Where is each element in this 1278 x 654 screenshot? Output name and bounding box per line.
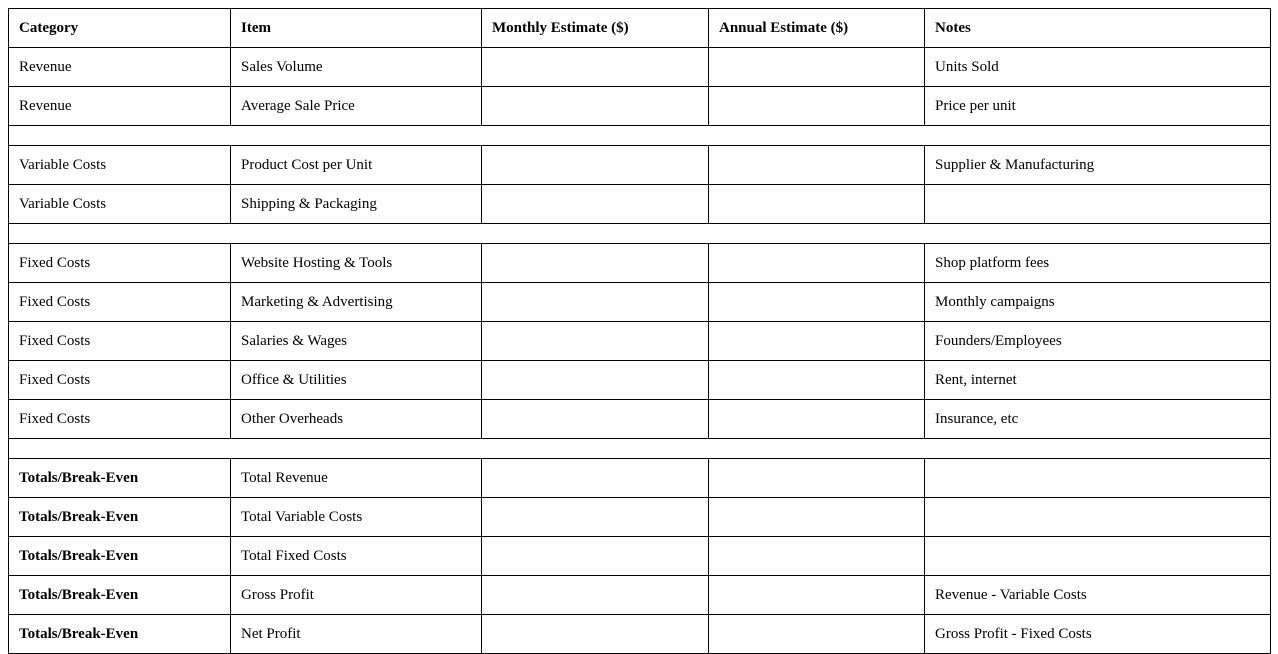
notes-cell	[925, 498, 1271, 537]
annual-estimate-cell[interactable]	[709, 459, 925, 498]
monthly-estimate-cell[interactable]	[482, 146, 709, 185]
annual-estimate-cell[interactable]	[709, 146, 925, 185]
category-cell: Fixed Costs	[9, 400, 231, 439]
annual-estimate-cell[interactable]	[709, 576, 925, 615]
category-cell: Totals/Break-Even	[9, 615, 231, 654]
annual-estimate-cell[interactable]	[709, 185, 925, 224]
table-row	[9, 459, 1271, 498]
table-row	[9, 48, 1271, 87]
table-row	[9, 615, 1271, 654]
annual-estimate-cell[interactable]	[709, 400, 925, 439]
header-notes: Notes	[925, 9, 1271, 48]
table-header	[9, 9, 1271, 48]
category-cell: Fixed Costs	[9, 244, 231, 283]
monthly-estimate-cell[interactable]	[482, 459, 709, 498]
table-row	[9, 185, 1271, 224]
item-cell: Gross Profit	[231, 576, 482, 615]
header-item: Item	[231, 9, 482, 48]
item-cell: Shipping & Packaging	[231, 185, 482, 224]
header-annual-estimate: Annual Estimate ($)	[709, 9, 925, 48]
item-cell: Product Cost per Unit	[231, 146, 482, 185]
category-cell: Fixed Costs	[9, 322, 231, 361]
monthly-estimate-cell[interactable]	[482, 87, 709, 126]
category-cell: Totals/Break-Even	[9, 459, 231, 498]
header-row	[9, 9, 1271, 48]
monthly-estimate-cell[interactable]	[482, 185, 709, 224]
table-row	[9, 146, 1271, 185]
category-cell: Totals/Break-Even	[9, 498, 231, 537]
notes-cell: Price per unit	[925, 87, 1271, 126]
notes-cell: Monthly campaigns	[925, 283, 1271, 322]
item-cell: Total Variable Costs	[231, 498, 482, 537]
table-body	[9, 48, 1271, 654]
notes-cell: Founders/Employees	[925, 322, 1271, 361]
category-cell: Revenue	[9, 87, 231, 126]
item-cell: Total Fixed Costs	[231, 537, 482, 576]
break-even-sheet	[8, 8, 1271, 654]
monthly-estimate-cell[interactable]	[482, 537, 709, 576]
table-row	[9, 283, 1271, 322]
monthly-estimate-cell[interactable]	[482, 322, 709, 361]
annual-estimate-cell[interactable]	[709, 498, 925, 537]
item-cell: Website Hosting & Tools	[231, 244, 482, 283]
notes-cell: Insurance, etc	[925, 400, 1271, 439]
annual-estimate-cell[interactable]	[709, 615, 925, 654]
table-row	[9, 498, 1271, 537]
monthly-estimate-cell[interactable]	[482, 244, 709, 283]
annual-estimate-cell[interactable]	[709, 48, 925, 87]
monthly-estimate-cell[interactable]	[482, 498, 709, 537]
notes-cell: Gross Profit - Fixed Costs	[925, 615, 1271, 654]
notes-cell: Revenue - Variable Costs	[925, 576, 1271, 615]
spacer-cell	[9, 224, 1271, 244]
item-cell: Other Overheads	[231, 400, 482, 439]
break-even-table	[8, 8, 1271, 654]
notes-cell	[925, 537, 1271, 576]
annual-estimate-cell[interactable]	[709, 322, 925, 361]
item-cell: Average Sale Price	[231, 87, 482, 126]
monthly-estimate-cell[interactable]	[482, 48, 709, 87]
table-row	[9, 87, 1271, 126]
category-cell: Fixed Costs	[9, 283, 231, 322]
table-row	[9, 576, 1271, 615]
item-cell: Salaries & Wages	[231, 322, 482, 361]
category-cell: Revenue	[9, 48, 231, 87]
table-row	[9, 400, 1271, 439]
item-cell: Sales Volume	[231, 48, 482, 87]
table-row	[9, 361, 1271, 400]
item-cell: Net Profit	[231, 615, 482, 654]
annual-estimate-cell[interactable]	[709, 361, 925, 400]
category-cell: Fixed Costs	[9, 361, 231, 400]
item-cell: Marketing & Advertising	[231, 283, 482, 322]
annual-estimate-cell[interactable]	[709, 537, 925, 576]
notes-cell	[925, 459, 1271, 498]
annual-estimate-cell[interactable]	[709, 244, 925, 283]
monthly-estimate-cell[interactable]	[482, 283, 709, 322]
notes-cell: Rent, internet	[925, 361, 1271, 400]
table-row	[9, 537, 1271, 576]
item-cell: Total Revenue	[231, 459, 482, 498]
category-cell: Totals/Break-Even	[9, 576, 231, 615]
monthly-estimate-cell[interactable]	[482, 576, 709, 615]
header-category: Category	[9, 9, 231, 48]
notes-cell	[925, 185, 1271, 224]
notes-cell: Units Sold	[925, 48, 1271, 87]
table-row	[9, 244, 1271, 283]
spacer-cell	[9, 439, 1271, 459]
table-row	[9, 322, 1271, 361]
spacer-row	[9, 439, 1271, 459]
monthly-estimate-cell[interactable]	[482, 400, 709, 439]
spacer-row	[9, 126, 1271, 146]
notes-cell: Shop platform fees	[925, 244, 1271, 283]
spacer-cell	[9, 126, 1271, 146]
monthly-estimate-cell[interactable]	[482, 615, 709, 654]
annual-estimate-cell[interactable]	[709, 87, 925, 126]
category-cell: Totals/Break-Even	[9, 537, 231, 576]
monthly-estimate-cell[interactable]	[482, 361, 709, 400]
header-monthly-estimate: Monthly Estimate ($)	[482, 9, 709, 48]
notes-cell: Supplier & Manufacturing	[925, 146, 1271, 185]
spacer-row	[9, 224, 1271, 244]
item-cell: Office & Utilities	[231, 361, 482, 400]
category-cell: Variable Costs	[9, 146, 231, 185]
category-cell: Variable Costs	[9, 185, 231, 224]
annual-estimate-cell[interactable]	[709, 283, 925, 322]
